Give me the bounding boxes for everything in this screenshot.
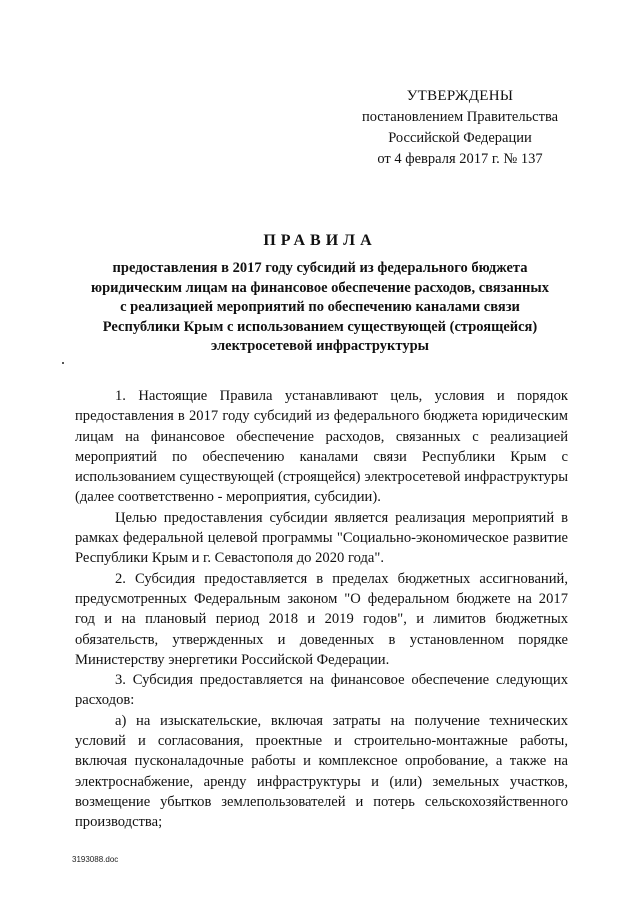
subtitle-line: с реализацией мероприятий по обеспечению каналами связи — [120, 299, 520, 315]
document-subtitle — [70, 259, 570, 357]
paragraph-3: 3. Субсидия предоставляется на финансовое обеспечение следующих расходов: — [75, 672, 568, 709]
approval-line-3: от 4 февраля 2017 г. № 137 — [377, 151, 543, 167]
paragraph-3a: а) на изыскательские, включая затраты на получение технических условий и согласования, проектные и строительно-монтажные работы, включая пусконаладочные работы и комплексное опробование, а также на электроснабжение, аренду инфраструктуры и (или) земельных участков, возмещение убытков землепользователей и потерь сельскохозяйственного производства; — [75, 712, 568, 831]
subtitle-line: предоставления в 2017 году субсидий из федерального бюджета — [112, 260, 528, 276]
document-body — [75, 386, 568, 833]
subtitle-line: юридическим лицам на финансовое обеспечение расходов, связанных — [90, 279, 549, 296]
approval-heading: УТВЕРЖДЕНЫ — [406, 88, 514, 104]
paragraph-2: 2. Субсидия предоставляется в пределах бюджетных ассигнований, предусмотренных Федеральным законом "О федеральном бюджете на 2017 год и на плановый период 2018 и 2019 годов", и лимитов бюджетных обязательств, утвержденных и доведенных в установленном порядке Министерству энергетики Российской Федерации. — [75, 570, 568, 668]
scan-speck — [62, 362, 64, 364]
document-title: ПРАВИЛА — [263, 232, 377, 249]
paragraph-purpose: Целью предоставления субсидии является реализация мероприятий в рамках федеральной целевой программы "Социально-экономическое развитие Республики Крым и г. Севастополя до 2020 года". — [75, 509, 568, 567]
approval-line-2: Российской Федерации — [388, 130, 532, 146]
subtitle-line: электросетевой инфраструктуры — [211, 338, 429, 354]
file-name-footer: 3193088.doc — [72, 855, 119, 864]
paragraph-1: 1. Настоящие Правила устанавливают цель, условия и порядок предоставления в 2017 году субсидий из федерального бюджета юридическим лицам на финансовое обеспечение расходов, связанных с реализацией мероприятий по обеспечению каналами связи Республики Крым с использованием существующей (строящейся) электросетевой инфраструктуры (далее соответственно - мероприятия, субсидии). — [75, 388, 568, 506]
subtitle-line: Республики Крым с использованием существующей (строящейся) — [102, 318, 538, 335]
approval-block — [330, 86, 590, 170]
approval-line-1: постановлением Правительства — [361, 109, 559, 125]
